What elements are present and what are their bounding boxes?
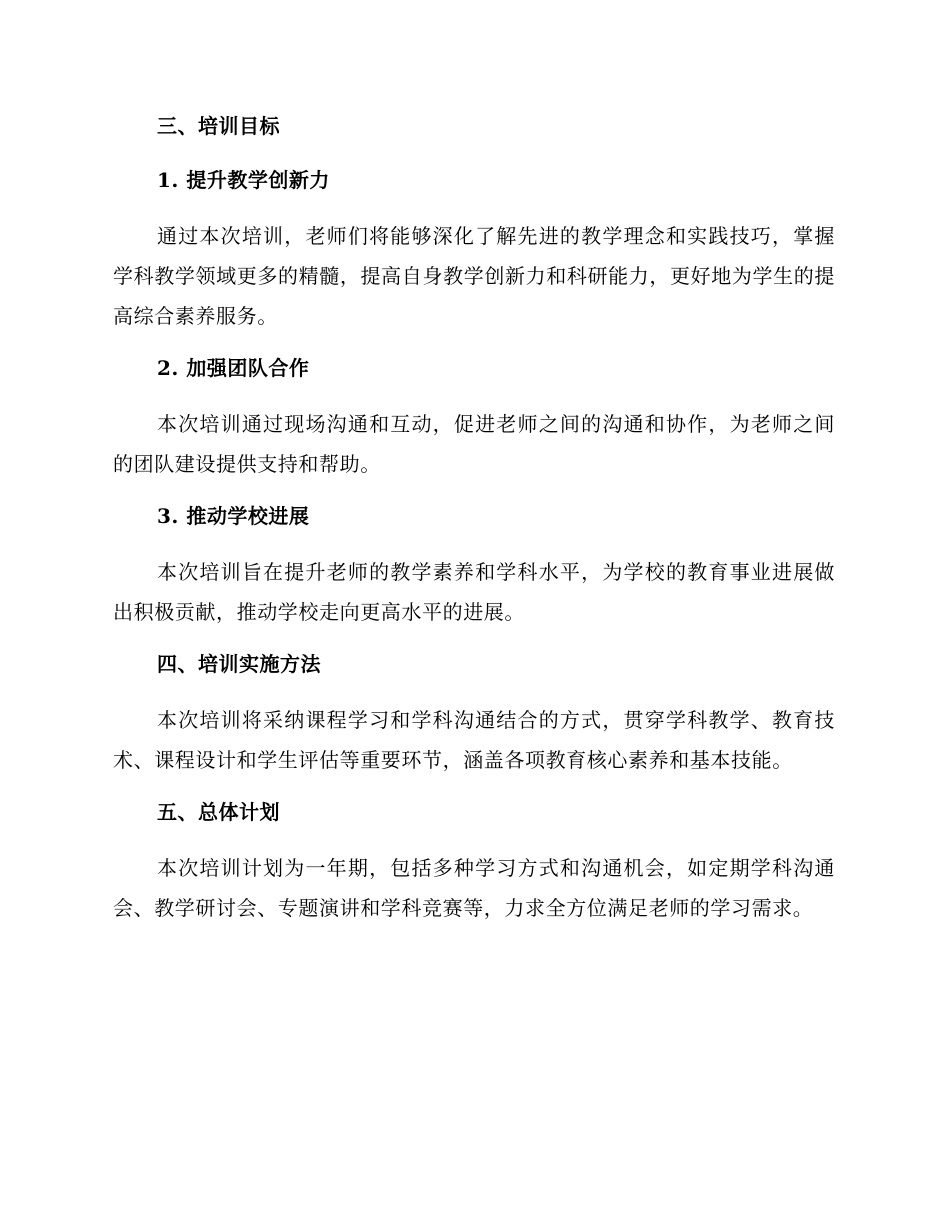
subheading-teamwork: 2. 加强团队合作 [157, 356, 310, 380]
paragraph-school-progress: 本次培训旨在提升老师的教学素养和学科水平，为学校的教育事业进展做出积极贡献，推动学校走向更高水平的进展。 [113, 560, 835, 624]
section-heading-implementation: 四、培训实施方法 [157, 652, 321, 676]
subheading-school-progress: 3. 推动学校进展 [157, 504, 310, 528]
paragraph-implementation: 本次培训将采纳课程学习和学科沟通结合的方式，贯穿学科教学、教育技术、课程设计和学生评估等重要环节，涵盖各项教育核心素养和基本技能。 [113, 708, 835, 772]
document-body [113, 108, 835, 942]
paragraph-overall-plan: 本次培训计划为一年期，包括多种学习方式和沟通机会，如定期学科沟通会、教学研讨会、专题演讲和学科竞赛等，力求全方位满足老师的学习需求。 [113, 856, 835, 920]
paragraph-teaching-innovation: 通过本次培训，老师们将能够深化了解先进的教学理念和实践技巧，掌握学科教学领域更多的精髓，提高自身教学创新力和科研能力，更好地为学生的提高综合素养服务。 [113, 224, 835, 328]
paragraph-teamwork: 本次培训通过现场沟通和互动，促进老师之间的沟通和协作，为老师之间的团队建设提供支持和帮助。 [113, 412, 835, 476]
section-heading-training-goals: 三、培训目标 [157, 114, 280, 138]
subheading-teaching-innovation: 1. 提升教学创新力 [157, 168, 330, 192]
section-heading-overall-plan: 五、总体计划 [157, 800, 280, 824]
